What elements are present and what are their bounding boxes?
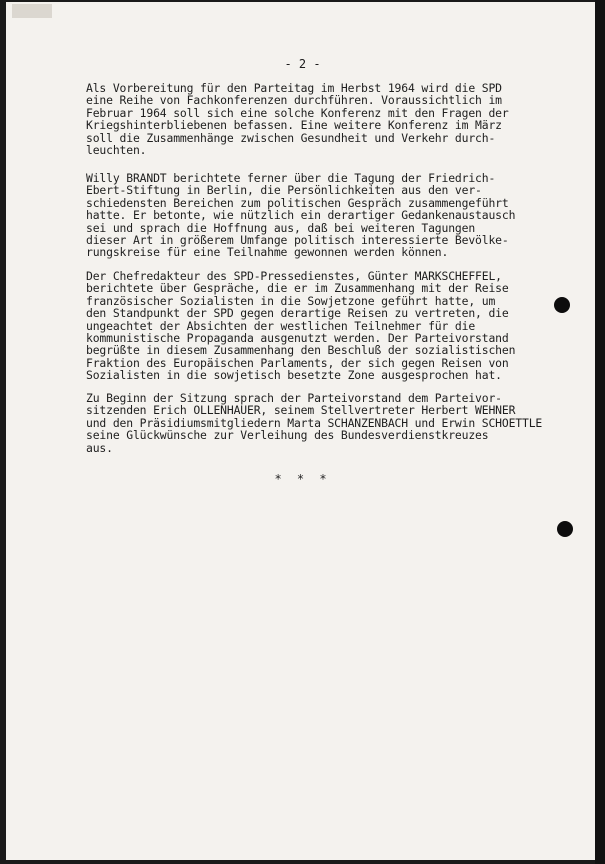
text-line: Willy BRANDT berichtete ferner über die Tagung der Friedrich-: [86, 171, 496, 185]
text-line: dieser Art in größerem Umfange politisch interessierte Bevölke-: [86, 233, 509, 248]
text-line: sei und sprach die Hoffnung aus, daß bei weiteren Tagungen: [86, 220, 476, 235]
text-line: Ebert-Stiftung in Berlin, die Persönlichkeiten aus den ver-: [86, 183, 482, 198]
paragraph-markscheffel: [86, 270, 586, 382]
text-line: leuchten.: [86, 143, 147, 158]
text-line: französischer Sozialisten in die Sowjetzone geführt hatte, um: [86, 293, 496, 308]
text-line: seine Glückwünsche zur Verleihung des Bundesverdienstkreuzes: [86, 428, 489, 443]
section-separator: * * *: [274, 472, 331, 486]
text-line: Februar 1964 soll sich eine solche Konferenz mit den Fragen der: [86, 105, 509, 120]
text-line: schiedensten Bereichen zum politischen Gespräch zusammengeführt: [86, 195, 509, 210]
text-line: Der Chefredakteur des SPD-Pressedienstes, Günter MARKSCHEFFEL,: [86, 269, 502, 283]
text-line: Als Vorbereitung für den Parteitag im Herbst 1964 wird die SPD: [86, 81, 502, 95]
text-line: rungskreise für eine Teilnahme gewonnen werden können.: [86, 245, 449, 260]
text-line: soll die Zusammenhänge zwischen Gesundheit und Verkehr durch-: [86, 130, 496, 145]
text-line: sitzenden Erich OLLENHAUER, seinem Stellvertreter Herbert WEHNER: [86, 403, 516, 418]
text-line: eine Reihe von Fachkonferenzen durchführen. Voraussichtlich im: [86, 93, 502, 108]
text-line: Kriegshinterbliebenen befassen. Eine weitere Konferenz im März: [86, 118, 502, 133]
text-line: begrüßte in diesem Zusammenhang den Beschluß der sozialistischen: [86, 343, 516, 358]
text-line: berichtete über Gespräche, die er im Zusammenhang mit der Reise: [86, 281, 509, 296]
punch-hole-mark: [557, 521, 573, 537]
text-line: und den Präsidiumsmitgliedern Marta SCHANZENBACH und Erwin SCHOETTLE: [86, 415, 543, 430]
text-line: Fraktion des Europäischen Parlaments, der sich gegen Reisen von: [86, 355, 509, 370]
text-line: den Standpunkt der SPD gegen derartige Reisen zu vertreten, die: [86, 306, 509, 321]
scan-border: [595, 0, 605, 864]
text-line: hatte. Er betonte, wie nützlich ein derartiger Gedankenaustausch: [86, 208, 516, 223]
text-line: Sozialisten in die sowjetisch besetzte Zone ausgesprochen hat.: [86, 368, 502, 383]
text-line: aus.: [86, 440, 113, 455]
paragraph-glueckwuensche: [86, 392, 586, 454]
scan-artifact: [12, 4, 52, 18]
paragraph-brandt-tagung: [86, 172, 586, 259]
document-page: [6, 2, 599, 860]
text-line: ungeachtet der Absichten der westlichen Teilnehmer für die: [86, 318, 476, 333]
page-number: - 2 -: [284, 57, 321, 71]
text-line: kommunistische Propaganda ausgenutzt werden. Der Parteivorstand: [86, 331, 509, 346]
text-line: Zu Beginn der Sitzung sprach der Parteivorstand dem Parteivor-: [86, 391, 502, 405]
punch-hole-mark: [554, 297, 570, 313]
paragraph-fachkonferenzen: [86, 82, 586, 156]
